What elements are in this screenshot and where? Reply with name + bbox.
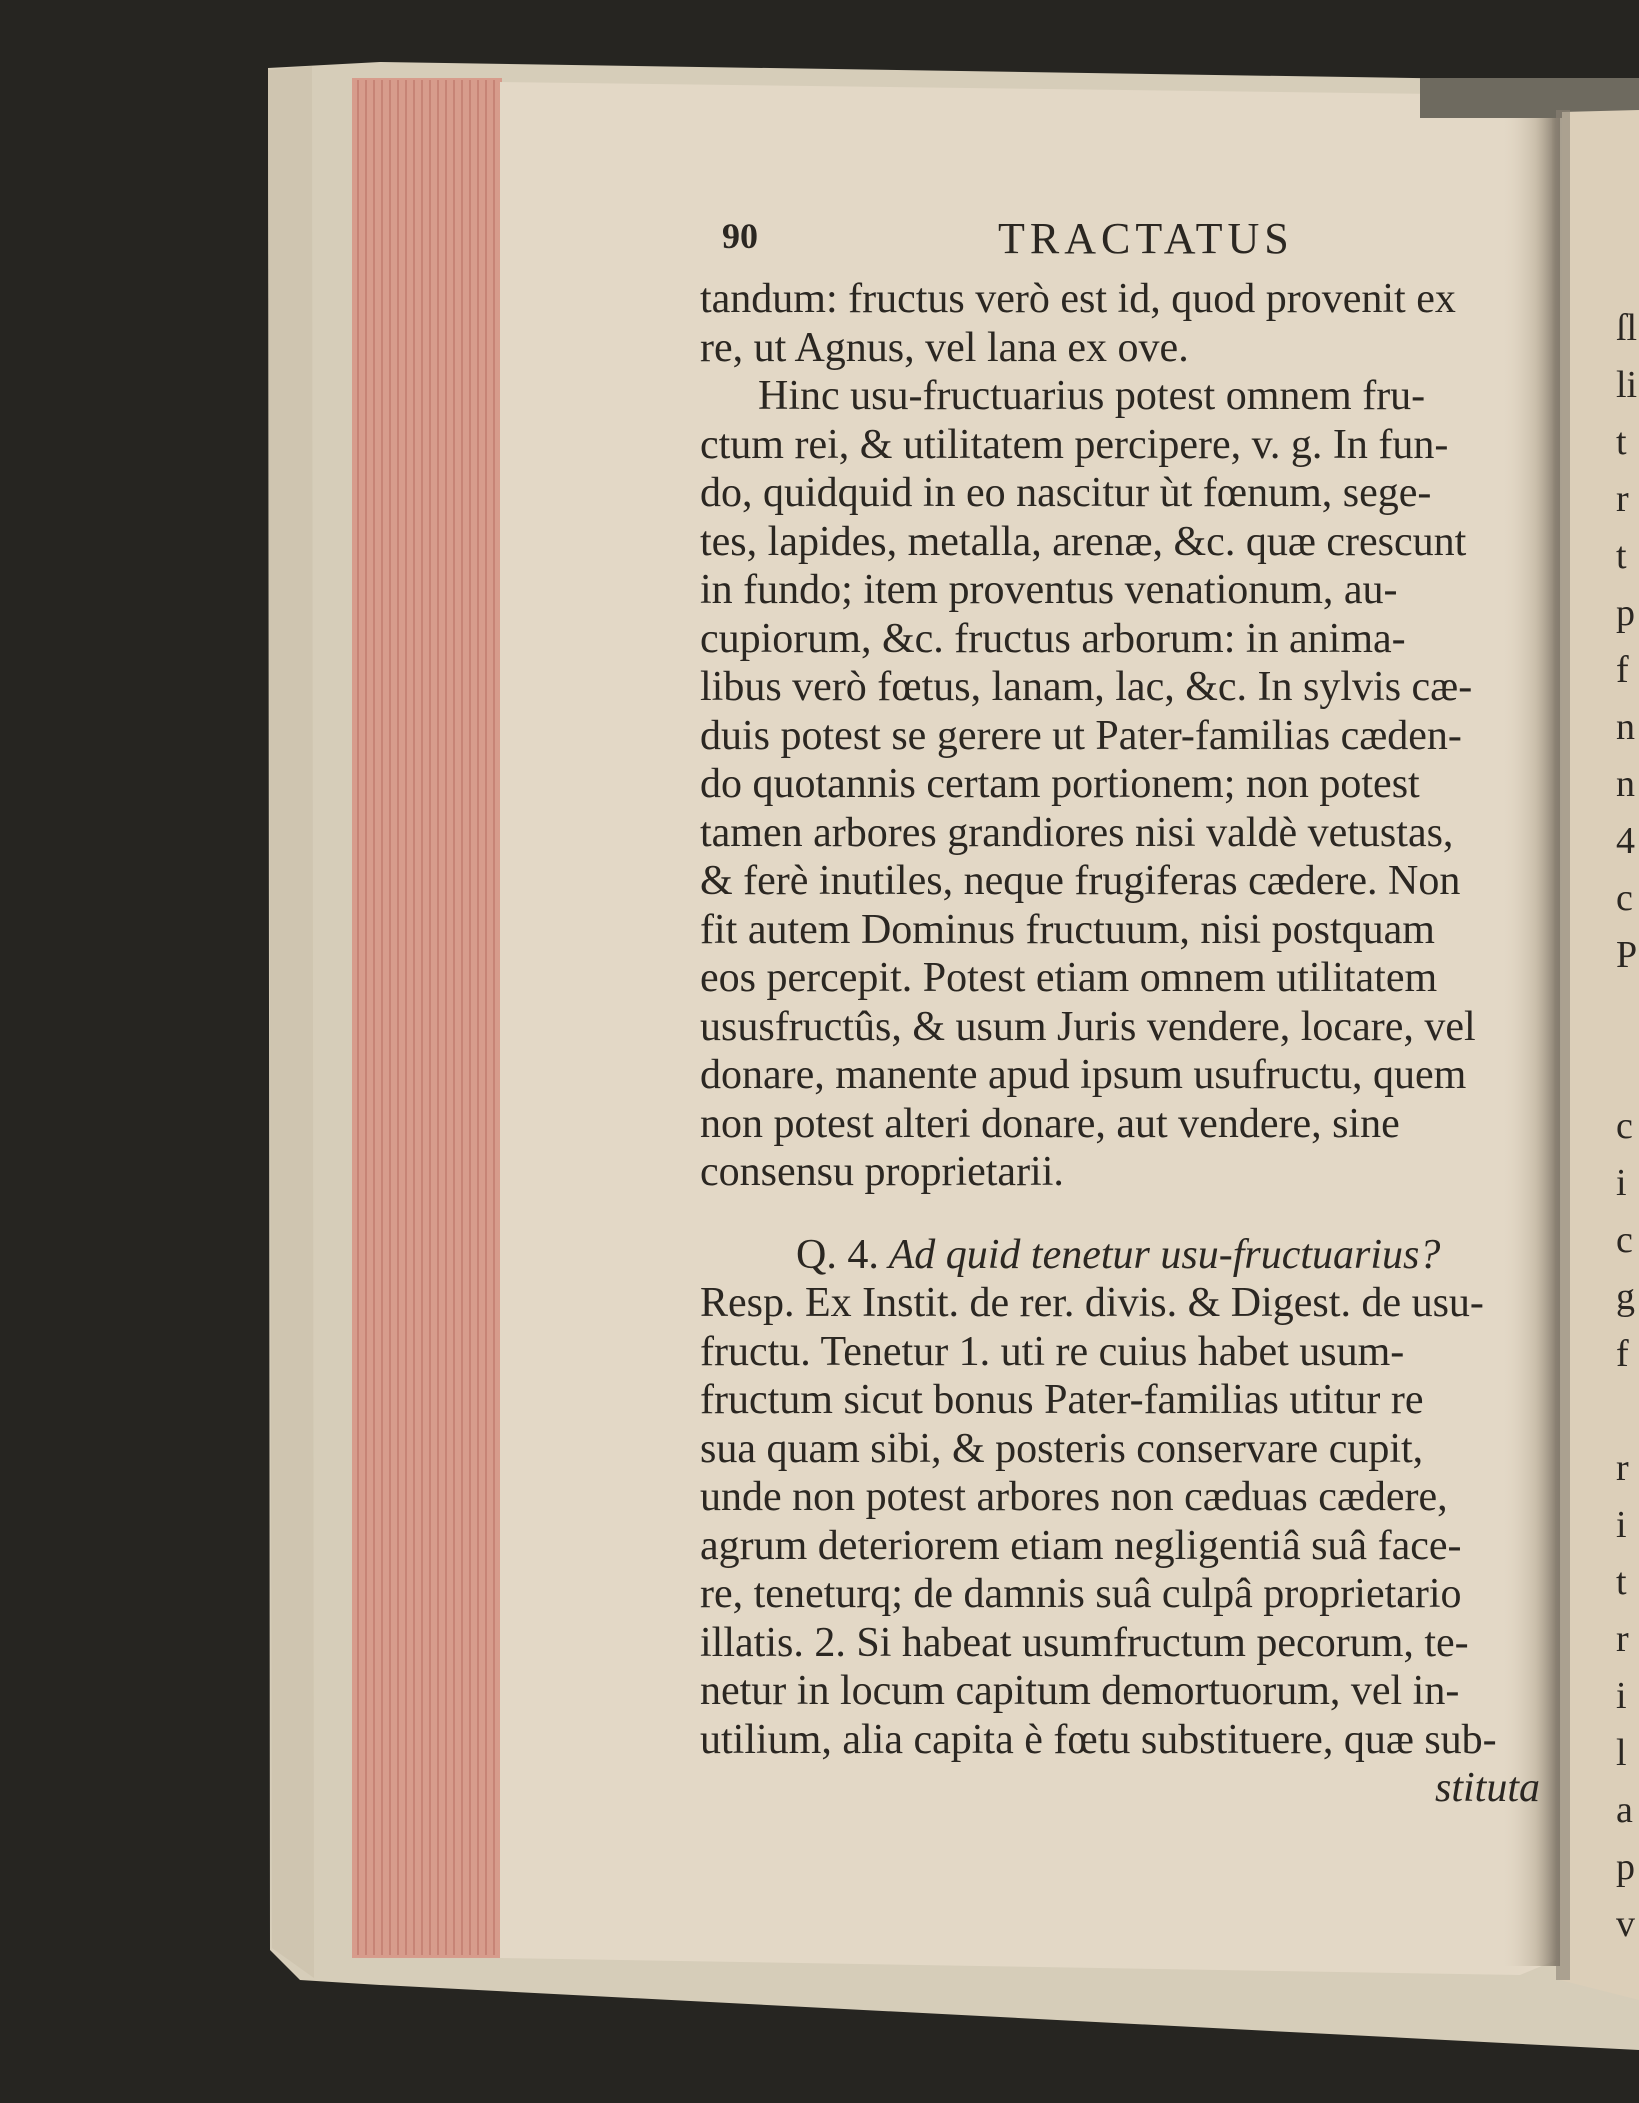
right-page-shadow <box>1556 110 1570 1980</box>
text-line: fructum sicut bonus Pater-familias utitur re <box>700 1377 1424 1423</box>
facing-page-glyph: n <box>1616 706 1635 748</box>
facing-page-glyph: r <box>1616 1618 1629 1660</box>
text-line: Resp. Ex Instit. de rer. divis. & Digest. de usu- <box>700 1280 1484 1326</box>
facing-page-glyph: i <box>1616 1162 1627 1204</box>
text-line: unde non potest arbores non cæduas cædere, <box>700 1474 1448 1520</box>
question-heading <box>700 1231 1550 1280</box>
section-gap <box>700 1197 1550 1231</box>
page-text-block <box>700 205 1550 1813</box>
facing-page-glyph: f <box>1616 1333 1629 1375</box>
text-line: donare, manente apud ipsum usufructu, quem <box>700 1052 1467 1098</box>
text-line: tandum: fructus verò est id, quod provenit ex <box>700 276 1456 322</box>
facing-page-glyph <box>1616 984 1639 1041</box>
page-header <box>700 205 1550 275</box>
text-line: illatis. 2. Si habeat usumfructum pecorum, te- <box>700 1619 1469 1666</box>
text-line: & ferè inutiles, neque frugiferas cædere. Non <box>700 858 1461 904</box>
text-line: non potest alteri donare, aut vendere, sine <box>700 1100 1400 1147</box>
text-line: utilium, alia capita è fœtu substituere, quæ sub- <box>700 1716 1497 1763</box>
facing-page-glyph: g <box>1616 1276 1635 1318</box>
text-line: duis potest se gerere ut Pater-familias cæden- <box>700 712 1462 759</box>
facing-page-glyph: 4 <box>1616 820 1635 862</box>
text-line: fructu. Tenetur 1. uti re cuius habet usum- <box>700 1328 1405 1375</box>
facing-page-glyph: v <box>1616 1903 1635 1945</box>
text-line: Hinc usu-fructuarius potest omnem fru- <box>758 373 1426 419</box>
text-line: consensu proprietarii. <box>700 1149 1064 1195</box>
cover-edge <box>268 66 314 1978</box>
paragraph-1 <box>700 275 1550 1197</box>
facing-page-glyph: c <box>1616 877 1633 919</box>
text-line: sua quam sibi, & posteris conservare cupit, <box>700 1425 1424 1472</box>
facing-page-glyph: t <box>1616 535 1627 577</box>
facing-page-glyph: ſl <box>1616 307 1638 349</box>
facing-page-glyph: l <box>1616 1732 1627 1774</box>
text-line: cupiorum, &c. fructus arborum: in anima- <box>700 615 1406 662</box>
question-text: Ad quid tenetur usu-fructuarius? <box>888 1231 1441 1278</box>
paragraph-2 <box>700 1279 1550 1764</box>
text-line: do, quidquid in eo nascitur ùt fœnum, sege- <box>700 470 1432 516</box>
text-line: tes, lapides, metalla, arenæ, &c. quæ crescunt <box>700 518 1467 565</box>
text-line: in fundo; item proventus venationum, au- <box>700 567 1398 613</box>
page-number: 90 <box>722 216 758 256</box>
facing-page-glyph: li <box>1616 364 1638 406</box>
text-line: re, teneturq; de damnis suâ culpâ proprietario <box>700 1571 1462 1617</box>
text-line: ctum rei, & utilitatem percipere, v. g. In fun- <box>700 421 1449 468</box>
facing-page-glyph: t <box>1616 1561 1627 1603</box>
question-number: Q. 4. <box>796 1231 879 1278</box>
facing-page-glyph: r <box>1616 1447 1629 1489</box>
facing-page-glyph: c <box>1616 1105 1633 1147</box>
facing-page-glyph: f <box>1616 649 1629 691</box>
facing-page-glyph <box>1616 1041 1639 1098</box>
facing-page-glyph: r <box>1616 478 1629 520</box>
text-line: tamen arbores grandiores nisi valdè vetustas, <box>700 809 1454 856</box>
facing-page-glyph: c <box>1616 1219 1633 1261</box>
text-line: fit autem Dominus fructuum, nisi postquam <box>700 906 1435 953</box>
facing-page-glyph <box>1616 1383 1639 1440</box>
facing-page-glyph: t <box>1616 421 1627 463</box>
facing-page-fragments <box>1616 300 1639 1953</box>
catchword: stituta <box>1434 1765 1540 1811</box>
facing-page-glyph: i <box>1616 1675 1627 1717</box>
facing-page-glyph: a <box>1616 1789 1633 1831</box>
text-line: agrum deteriorem etiam negligentiâ suâ face- <box>700 1522 1462 1569</box>
facing-page-glyph: n <box>1616 763 1635 805</box>
text-line: libus verò fœtus, lanam, lac, &c. In sylvis cæ- <box>700 664 1473 710</box>
facing-page-glyph: p <box>1616 592 1635 634</box>
text-line: ususfructûs, & usum Juris vendere, locare, vel <box>700 1003 1476 1050</box>
text-line: do quotannis certam portionem; non potest <box>700 761 1420 807</box>
text-line: re, ut Agnus, vel lana ex ove. <box>700 324 1189 371</box>
facing-page-glyph: p <box>1616 1846 1635 1888</box>
facing-page-glyph: P <box>1616 934 1638 976</box>
facing-page-glyph: i <box>1616 1504 1627 1546</box>
running-title: TRACTATUS <box>998 214 1294 263</box>
text-line: eos percepit. Potest etiam omnem utilitatem <box>700 955 1438 1001</box>
text-line: netur in locum capitum demortuorum, vel in- <box>700 1668 1460 1714</box>
